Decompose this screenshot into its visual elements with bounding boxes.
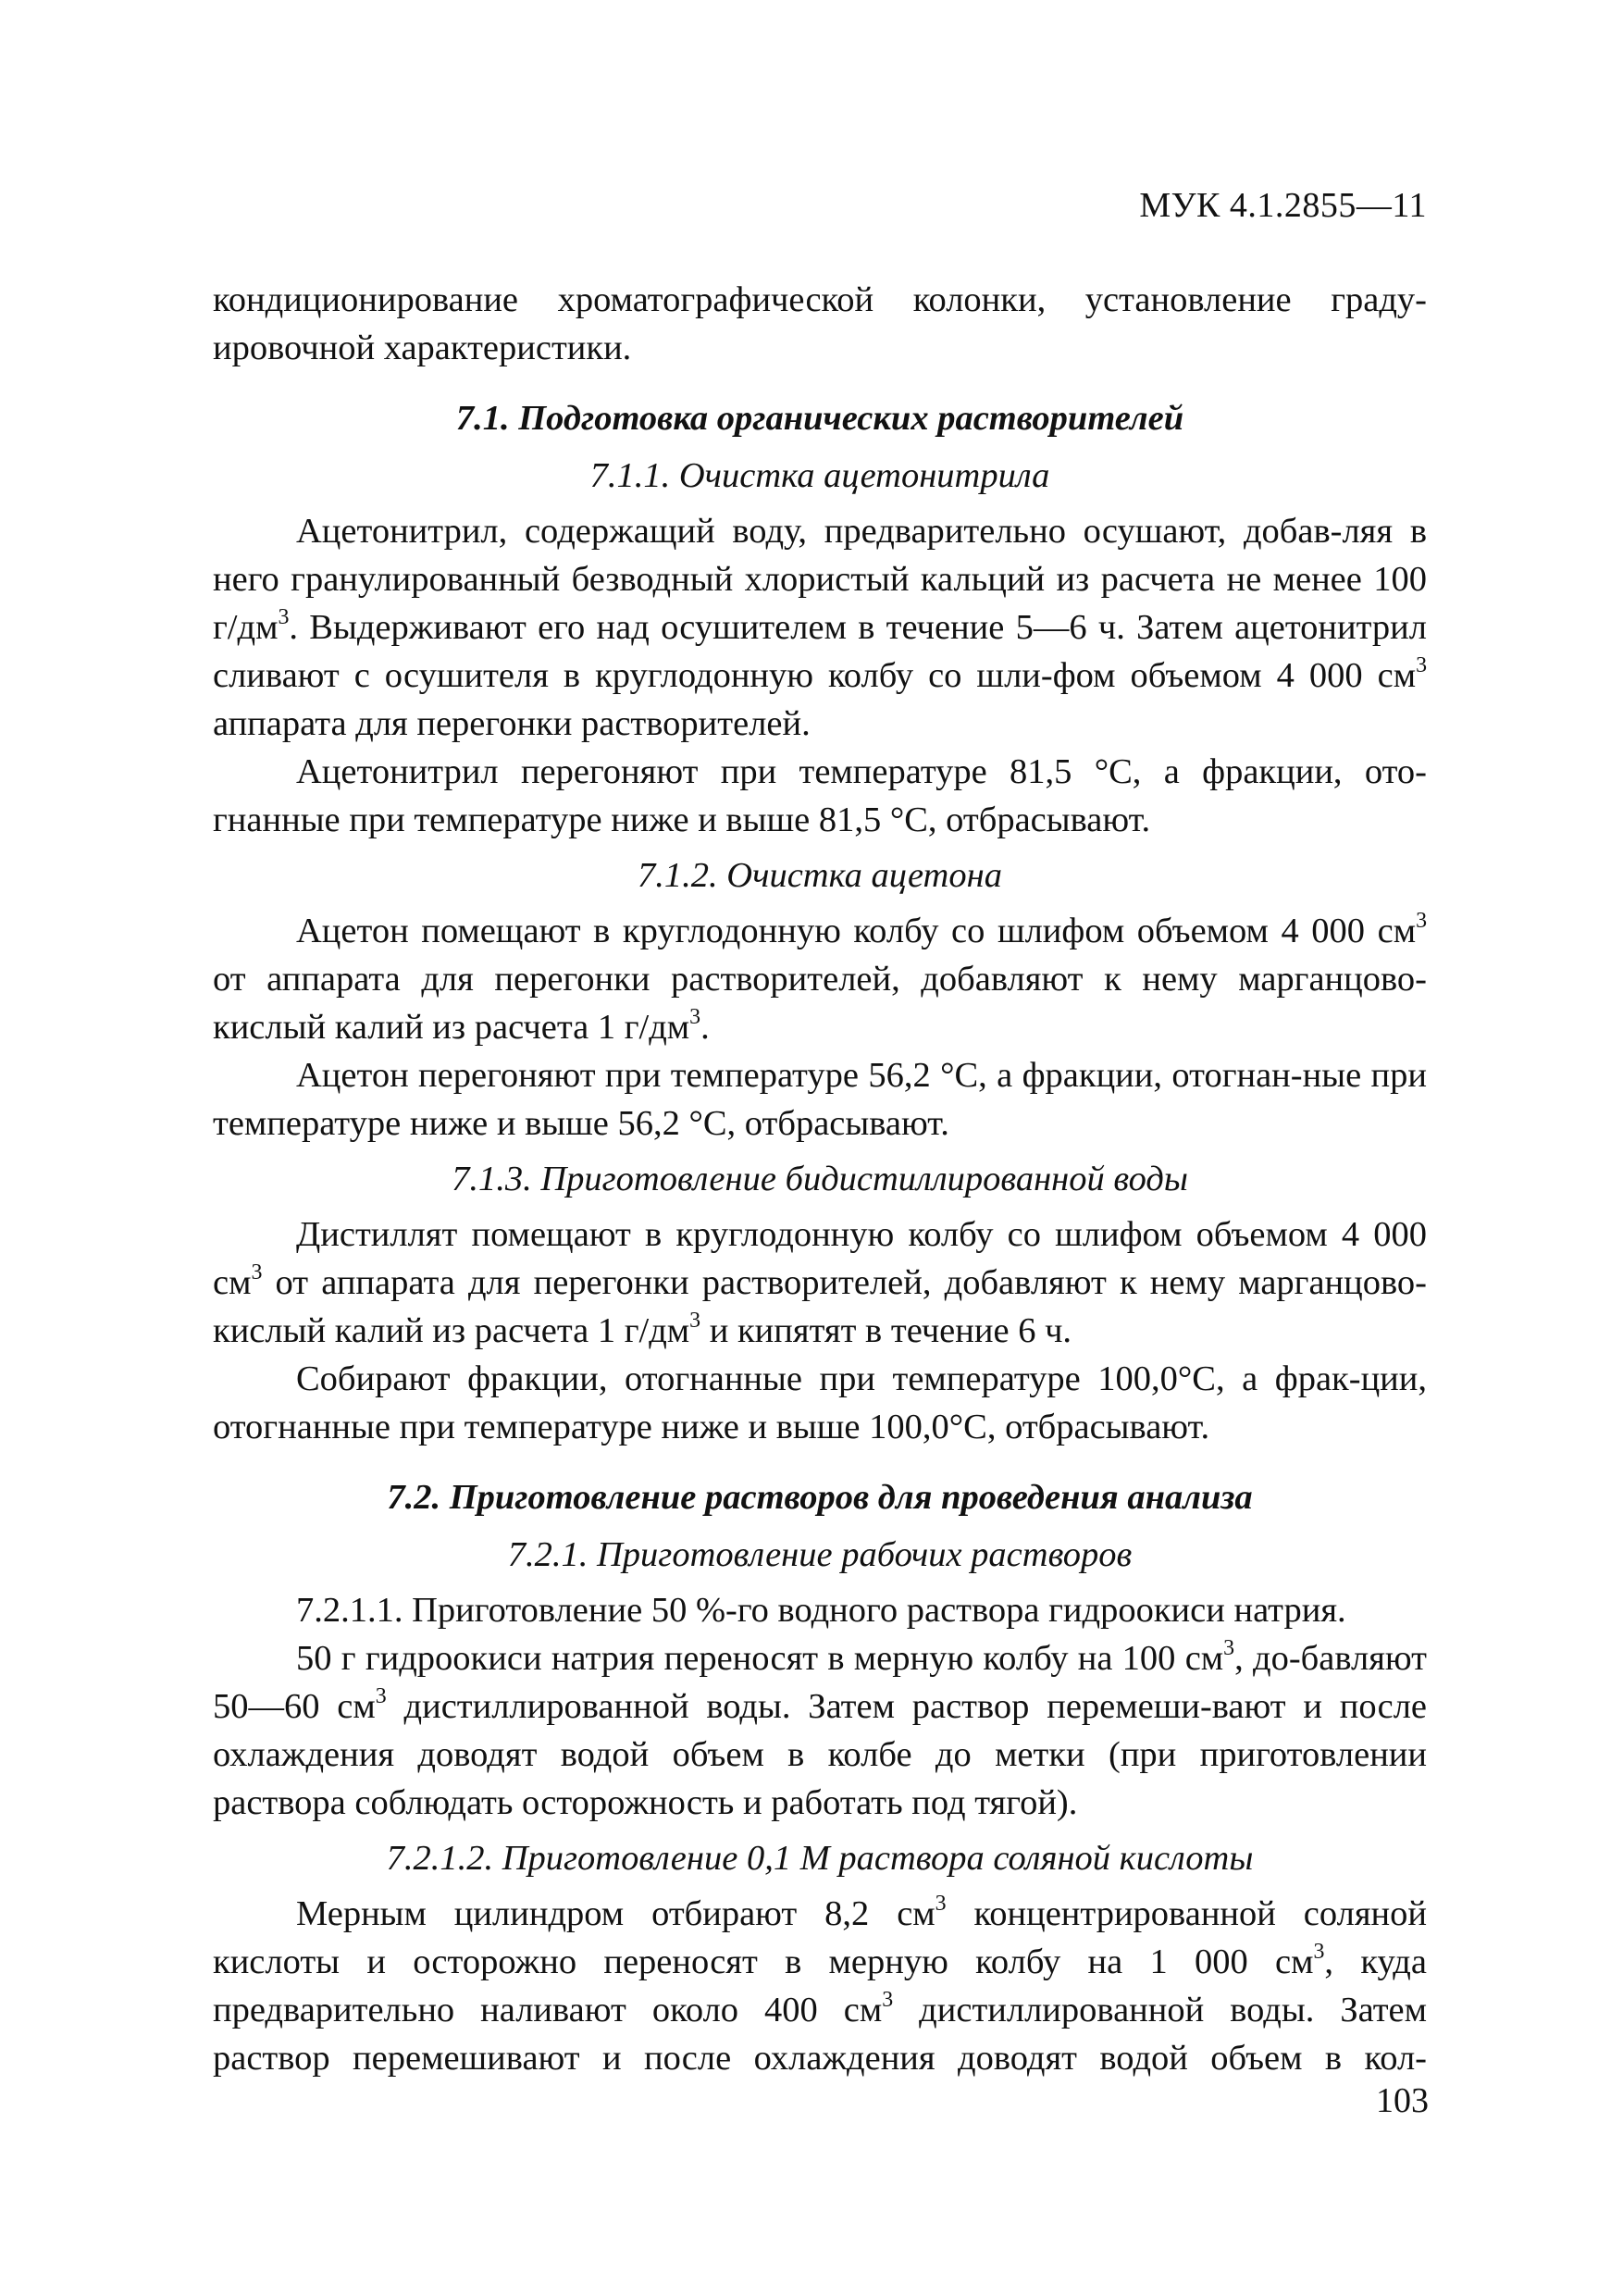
- section-7-1-heading: 7.1. Подготовка органических растворителей: [455, 399, 1184, 438]
- paragraph-7-1-3-flask: [213, 1210, 1427, 1355]
- paragraph-7-1-1-distill: Ацетонитрил перегоняют при температуре 81,5 °С, а фракции, ото-гнанные при температуре ниже и выше 81,5 °С, отбрасывают.: [213, 752, 1427, 839]
- text-fragment: концентрированной соляной кислоты и осторожно переносят в мерную колбу на 1 000 см: [213, 1894, 1427, 1981]
- text-fragment: дистиллированной воды. Затем раствор перемешивают и после охлаждения доводят водой объем в кол-: [213, 1991, 1427, 2078]
- text-fragment: 50 г гидроокиси натрия переносят в мерную колбу на 100 см: [296, 1639, 1224, 1678]
- text-fragment: .: [700, 1008, 710, 1047]
- paragraph-7-1-2-flask: [213, 907, 1427, 1051]
- superscript: 3: [251, 1260, 263, 1285]
- intro-paragraph: кондиционирование хроматографической колонки, установление граду-ировочной характеристики.: [213, 280, 1427, 367]
- paragraph-7-1-1-drying: [213, 507, 1427, 748]
- section-7-2-heading: 7.2. Приготовление растворов для проведения анализа: [387, 1478, 1253, 1517]
- superscript: 3: [1223, 1636, 1235, 1661]
- document-body: [213, 276, 1427, 2082]
- subsection-7-1-1-heading: 7.1.1. Очистка ацетонитрила: [589, 456, 1050, 495]
- paragraph-7-1-3-collect: Собирают фракции, отогнанные при температуре 100,0°С, а фрак-ции, отогнанные при температуре ниже и выше 100,0°С, отбрасывают.: [213, 1359, 1427, 1446]
- superscript: 3: [1416, 653, 1427, 678]
- superscript: 3: [935, 1892, 947, 1917]
- superscript: 3: [1416, 909, 1427, 934]
- text-fragment: от аппарата для перегонки растворителей, добавляют к нему марганцово-кислый калий из расчета 1 г/дм: [213, 960, 1427, 1047]
- subsection-7-1-3-heading: 7.1.3. Приготовление бидистиллированной воды: [452, 1160, 1188, 1198]
- paragraph-7-1-2-distill: Ацетон перегоняют при температуре 56,2 °С, а фракции, отогнан-ные при температуре ниже и выше 56,2 °С, отбрасывают.: [213, 1056, 1427, 1143]
- text-fragment: Мерным цилиндром отбирают 8,2 см: [296, 1894, 935, 1933]
- text-fragment: от аппарата для перегонки растворителей, добавляют к нему марганцово-кислый калий из расчета 1 г/дм: [213, 1263, 1427, 1350]
- superscript: 3: [278, 605, 290, 630]
- text-fragment: , до-бавляют 50—60 см: [213, 1639, 1427, 1726]
- page-number: 103: [1376, 2081, 1429, 2120]
- superscript: 3: [689, 1309, 701, 1334]
- text-fragment: Дистиллят помещают в круглодонную колбу со шлифом объемом 4 000 см: [213, 1215, 1427, 1302]
- paragraph-7-2-1-1-title: 7.2.1.1. Приготовление 50 %-го водного раствора гидроокиси натрия.: [296, 1591, 1346, 1630]
- paragraph-7-2-1-2-procedure: [213, 1890, 1427, 2082]
- text-fragment: дистиллированной воды. Затем раствор перемеши-вают и после охлаждения доводят водой объем в колбе до метки (при приготовлении раствора соблюдать осторожность и работать под тягой).: [213, 1687, 1428, 1822]
- superscript: 3: [1313, 1940, 1325, 1965]
- subsection-7-1-2-heading: 7.1.2. Очистка ацетона: [638, 856, 1002, 895]
- superscript: 3: [375, 1684, 387, 1709]
- superscript: 3: [882, 1988, 894, 2013]
- text-fragment: аппарата для перегонки растворителей.: [213, 704, 811, 743]
- text-fragment: . Выдерживают его над осушителем в течение 5—6 ч. Затем ацетонитрил сливают с осушителя в круглодонную колбу со шли-фом объемом 4 000 см: [213, 608, 1427, 695]
- paragraph-7-2-1-1-procedure: [213, 1634, 1427, 1827]
- subsection-7-2-1-heading: 7.2.1. Приготовление рабочих растворов: [507, 1535, 1133, 1574]
- superscript: 3: [689, 1005, 701, 1030]
- subsection-7-2-1-2-heading: 7.2.1.2. Приготовление 0,1 М раствора соляной кислоты: [386, 1839, 1254, 1878]
- text-fragment: Ацетон помещают в круглодонную колбу со шлифом объемом 4 000 см: [296, 912, 1417, 950]
- text-fragment: Ацетонитрил, содержащий воду, предварительно осушают, добав-ляя в него гранулированный безводный хлористый кальций из расчета не менее 100 г/дм: [213, 512, 1427, 647]
- text-fragment: , куда предварительно наливают около 400 см: [213, 1942, 1427, 2029]
- text-fragment: и кипятят в течение 6 ч.: [700, 1311, 1072, 1350]
- document-code-header: МУК 4.1.2855—11: [1139, 186, 1427, 225]
